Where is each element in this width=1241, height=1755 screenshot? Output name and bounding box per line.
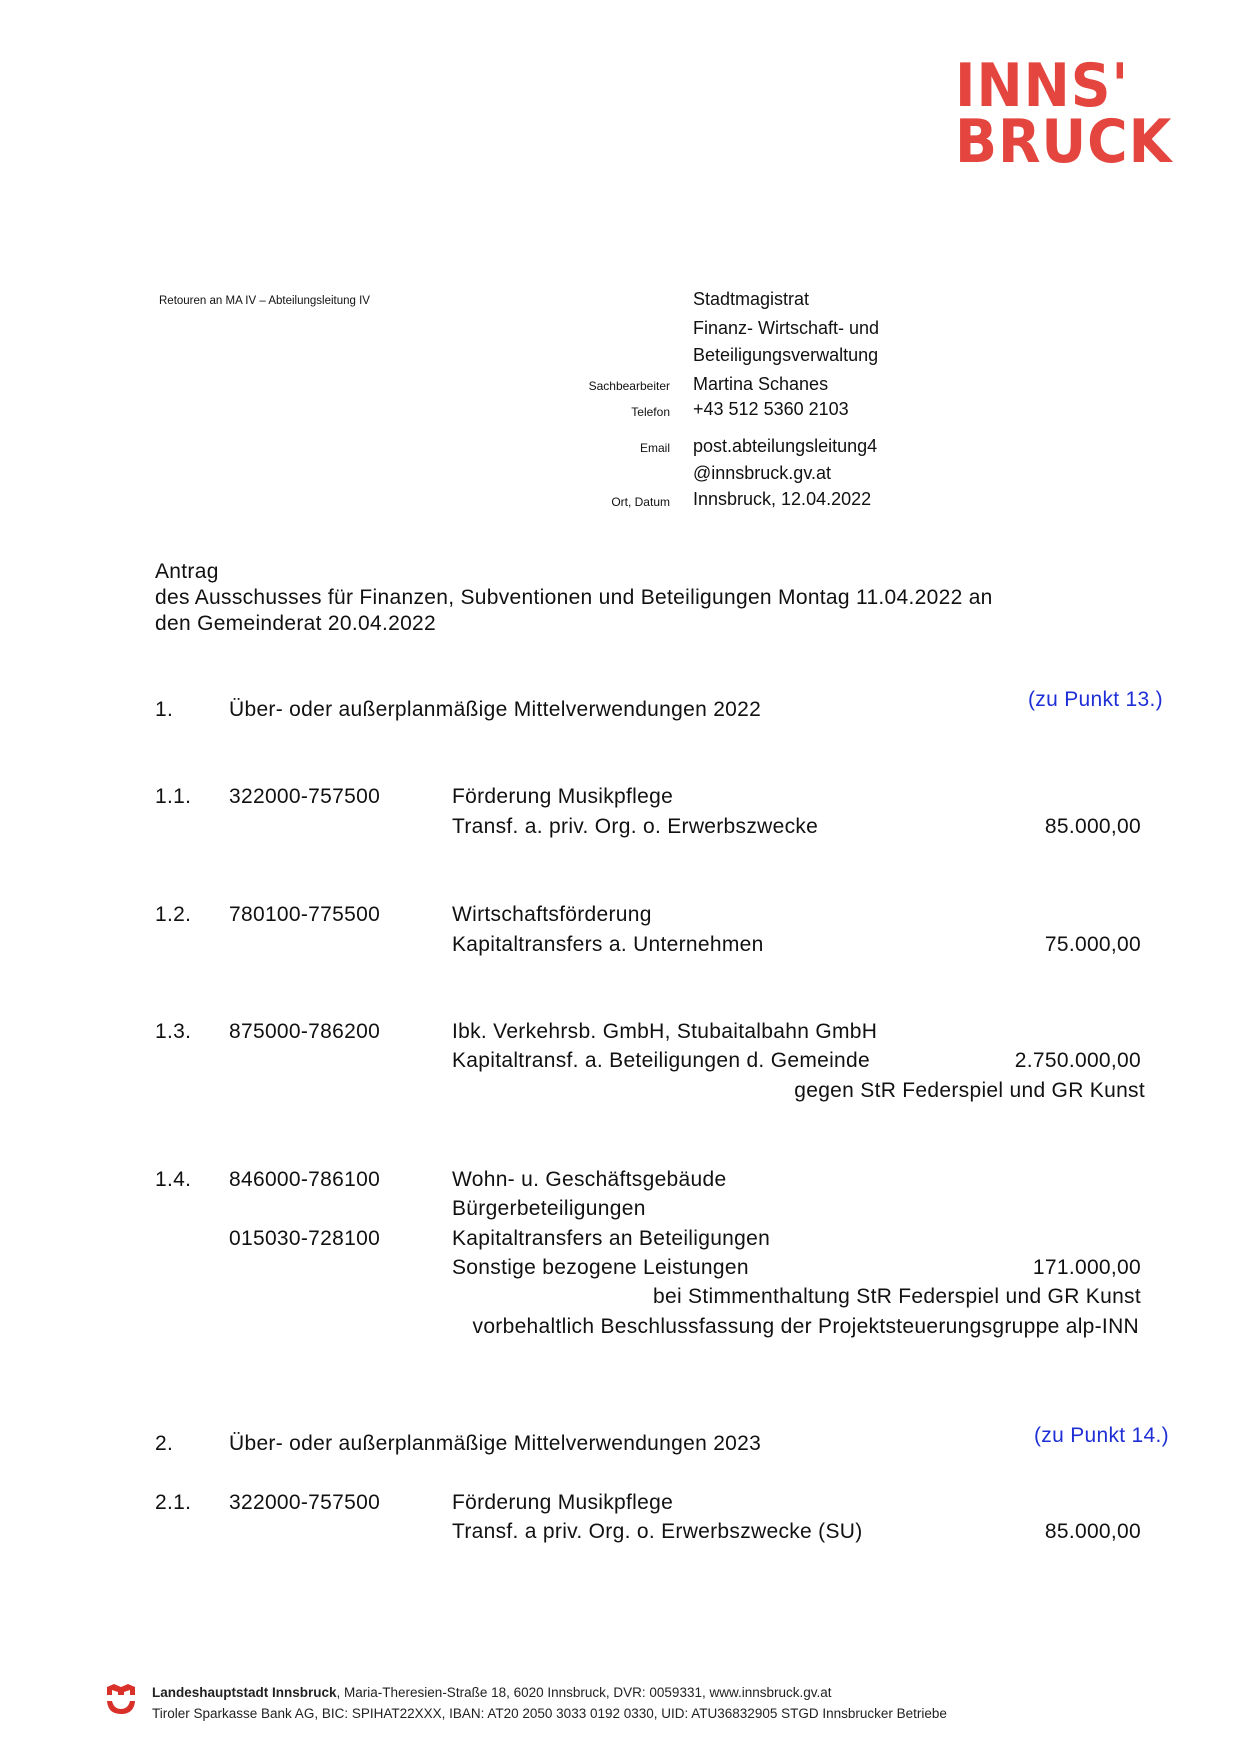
item-note: gegen StR Federspiel und GR Kunst <box>794 1079 1145 1102</box>
city-crest-icon <box>106 1683 136 1715</box>
item-amount: 2.750.000,00 <box>1014 1049 1141 1072</box>
email-line1: post.abteilungsleitung4 <box>693 436 878 456</box>
item-code: 875000-786200 <box>229 1020 381 1043</box>
logo-line2: BRUCK <box>955 107 1173 177</box>
section-number: 2. <box>155 1432 174 1455</box>
item-desc: Transf. a. priv. Org. o. Erwerbszwecke <box>452 815 819 838</box>
footer-address: , Maria-Theresien-Straße 18, 6020 Innsbruck, DVR: 0059331, www.innsbruck.gv.at <box>336 1685 832 1700</box>
section-ref: (zu Punkt 13.) <box>1028 688 1163 711</box>
item-desc: Bürgerbeteiligungen <box>452 1197 646 1220</box>
sender-org: Finanz- Wirtschaft- und <box>693 318 880 338</box>
footer-city: Landeshauptstadt Innsbruck <box>152 1685 337 1700</box>
item-code: 015030-728100 <box>229 1227 381 1250</box>
date-label: Ort, Datum <box>611 495 670 509</box>
item-code: 322000-757500 <box>229 1491 381 1514</box>
item-desc: Wirtschaftsförderung <box>452 903 652 926</box>
footer-line1 <box>152 1686 832 1700</box>
item-desc: Ibk. Verkehrsb. GmbH, Stubaitalbahn GmbH <box>452 1020 878 1043</box>
email-label: Email <box>639 441 670 455</box>
item-desc: Kapitaltransfers a. Unternehmen <box>452 933 764 956</box>
heading-line: des Ausschusses für Finanzen, Subventionen und Beteiligungen Montag 11.04.2022 an <box>155 586 993 609</box>
item-code: 780100-775500 <box>229 903 381 926</box>
item-note: vorbehaltlich Beschlussfassung der Projektsteuerungsgruppe alp-INN <box>472 1315 1139 1338</box>
clerk-label: Sachbearbeiter <box>588 379 670 393</box>
item-desc: Wohn- u. Geschäftsgebäude <box>452 1168 727 1191</box>
clerk-name: Martina Schanes <box>693 374 829 394</box>
item-number: 2.1. <box>155 1491 192 1514</box>
email-line2: @innsbruck.gv.at <box>693 463 831 483</box>
logo-line1: INNS' <box>955 51 1130 121</box>
item-desc: Förderung Musikpflege <box>452 1491 674 1514</box>
date: Innsbruck, 12.04.2022 <box>693 489 872 509</box>
heading-line: den Gemeinderat 20.04.2022 <box>155 612 437 635</box>
sender-org: Beteiligungsverwaltung <box>693 345 879 365</box>
item-amount: 85.000,00 <box>1044 815 1141 838</box>
item-amount: 171.000,00 <box>1032 1256 1141 1279</box>
item-note: bei Stimmenthaltung StR Federspiel und GR Kunst <box>652 1285 1141 1308</box>
item-number: 1.2. <box>155 903 192 926</box>
item-code: 322000-757500 <box>229 785 381 808</box>
item-desc: Transf. a priv. Org. o. Erwerbszwecke (SU) <box>452 1520 863 1543</box>
item-amount: 75.000,00 <box>1044 933 1141 956</box>
phone-label: Telefon <box>631 405 670 419</box>
innsbruck-logo <box>955 51 1173 177</box>
item-code: 846000-786100 <box>229 1168 381 1191</box>
section-ref: (zu Punkt 14.) <box>1034 1424 1169 1447</box>
heading-line: Antrag <box>155 560 219 583</box>
item-number: 1.3. <box>155 1020 192 1043</box>
item-desc: Kapitaltransfers an Beteiligungen <box>452 1227 771 1250</box>
item-desc: Kapitaltransf. a. Beteiligungen d. Gemeinde <box>452 1049 870 1072</box>
section-number: 1. <box>155 698 174 721</box>
phone: +43 512 5360 2103 <box>693 399 849 419</box>
item-desc: Förderung Musikpflege <box>452 785 674 808</box>
section-title: Über- oder außerplanmäßige Mittelverwendungen 2023 <box>229 1432 762 1455</box>
section-title: Über- oder außerplanmäßige Mittelverwendungen 2022 <box>229 698 762 721</box>
return-note: Retouren an MA IV – Abteilungsleitung IV <box>159 295 370 307</box>
item-number: 1.1. <box>155 785 192 808</box>
item-number: 1.4. <box>155 1168 192 1191</box>
item-desc: Sonstige bezogene Leistungen <box>452 1256 749 1279</box>
item-amount: 85.000,00 <box>1044 1520 1141 1543</box>
footer-line2: Tiroler Sparkasse Bank AG, BIC: SPIHAT22XXX, IBAN: AT20 2050 3033 0192 0330, UID: ATU36832905 STGD Innsbrucker Betriebe <box>152 1706 947 1721</box>
sender-org: Stadtmagistrat <box>693 289 810 309</box>
